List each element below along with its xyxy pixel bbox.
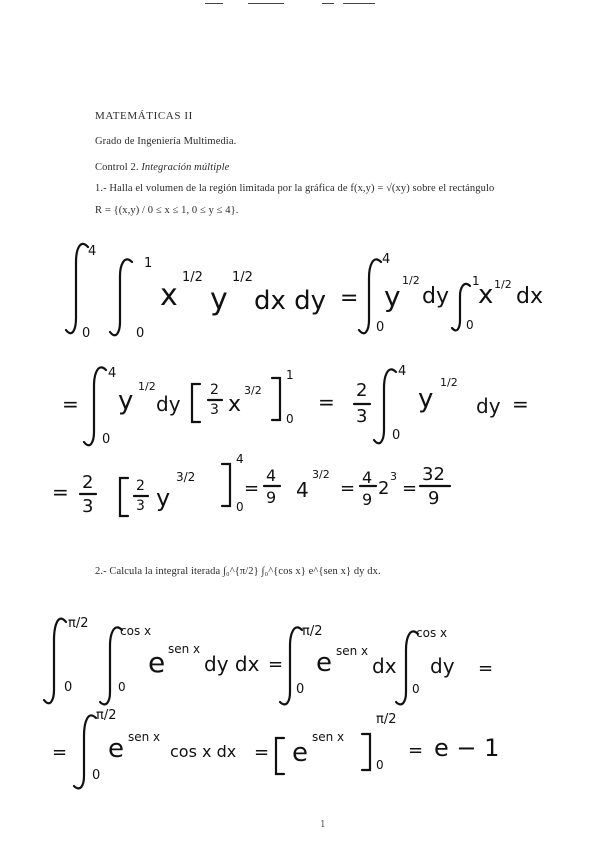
bracket-left	[192, 384, 200, 422]
bracket-den: 3	[136, 498, 145, 514]
final-result: e − 1	[434, 734, 500, 762]
limit-lower: 0	[82, 326, 91, 341]
exponent: 1/2	[232, 270, 253, 285]
equals-sign: =	[254, 742, 270, 763]
exponent: sen x	[128, 730, 161, 744]
differentials: dx dy	[254, 286, 327, 316]
exponent: 3/2	[312, 468, 330, 481]
limit-lower: 0	[64, 680, 73, 695]
limit-lower: 0	[136, 326, 145, 341]
equals-sign: =	[340, 478, 356, 499]
limit-upper: 4	[382, 252, 391, 267]
coef-den: 3	[82, 496, 94, 517]
limit-lower: 0	[92, 768, 101, 783]
result-num: 32	[422, 464, 445, 485]
limit-upper: 1	[286, 368, 294, 382]
term-dy: dy	[430, 654, 455, 678]
exponent: 1/2	[402, 274, 420, 287]
coef-num: 4	[266, 466, 277, 485]
term-factor: cos x dx	[170, 742, 237, 761]
coef-num: 2	[82, 472, 94, 493]
limit-lower: 0	[392, 428, 401, 443]
exponent: 3/2	[244, 384, 262, 397]
bracket-e: e	[292, 738, 308, 768]
limit-upper: 4	[88, 244, 97, 259]
bracket-right	[272, 378, 280, 420]
bracket-right	[222, 464, 230, 506]
limit-lower: 0	[376, 758, 384, 772]
coef-den: 9	[266, 488, 277, 507]
page-number: 1	[320, 820, 326, 830]
bracket-left	[120, 478, 128, 516]
power-base: 2	[378, 478, 390, 499]
control-topic: Integración múltiple	[141, 162, 230, 173]
equals-sign: =	[512, 392, 529, 416]
limit-lower: 0	[118, 680, 126, 694]
limit-upper: 1	[144, 256, 153, 271]
control-label: Control 2.	[95, 162, 139, 173]
term-y: y	[118, 386, 134, 416]
power-base: 4	[296, 478, 309, 502]
limit-upper: 4	[236, 452, 244, 466]
bracket-var: x	[228, 392, 242, 417]
term-dy: dy	[476, 394, 501, 418]
limit-lower: 0	[102, 432, 111, 447]
rhs-x: x	[478, 280, 494, 310]
rhs-dx: dx	[516, 284, 543, 309]
limit-upper: π/2	[302, 624, 323, 639]
bracket-den: 3	[210, 402, 219, 418]
equals-sign: =	[62, 392, 79, 416]
rhs-dy: dy	[422, 284, 449, 309]
coef-den: 9	[362, 490, 373, 509]
integrand-x: x	[160, 278, 178, 313]
limit-upper: π/2	[68, 616, 89, 631]
bracket-var: y	[156, 484, 171, 512]
term-e: e	[316, 648, 332, 678]
equals-sign: =	[52, 480, 69, 504]
equals-sign: =	[340, 286, 359, 311]
equals-sign: =	[244, 478, 260, 499]
coef-num: 2	[356, 380, 368, 401]
limit-upper: 4	[398, 364, 407, 379]
limit-lower: 0	[286, 412, 294, 426]
limit-lower: 0	[376, 320, 385, 335]
limit-upper: π/2	[376, 712, 397, 727]
limit-upper: π/2	[96, 708, 117, 723]
exponent: 3	[390, 470, 397, 483]
integrand-e: e	[148, 646, 166, 679]
term-dy: dy	[156, 392, 181, 416]
problem1-statement-line2: R = {(x,y) / 0 ≤ x ≤ 1, 0 ≤ y ≤ 4}.	[95, 205, 239, 216]
limit-lower: 0	[466, 318, 474, 332]
integral-sign	[44, 619, 66, 704]
exponent: 3/2	[176, 470, 196, 484]
integral-sign	[110, 259, 132, 335]
limit-upper: 1	[472, 274, 480, 288]
problem2-statement: 2.- Calcula la integral iterada ∫₀^{π/2} ∫₀^{cos x} e^{sen x} dy dx.	[95, 566, 381, 577]
degree-line: Grado de Ingeniería Multimedia.	[95, 136, 237, 147]
coef-den: 3	[356, 406, 368, 427]
bracket-left	[276, 738, 284, 774]
limit-upper: cos x	[120, 624, 152, 638]
limit-lower: 0	[412, 682, 420, 696]
differentials: dy dx	[204, 652, 260, 676]
limit-lower: 0	[236, 500, 244, 514]
bracket-num: 2	[210, 382, 219, 398]
result-den: 9	[428, 488, 440, 509]
equals-sign: =	[52, 742, 68, 763]
course-title: MATEMÁTICAS II	[95, 110, 193, 122]
term-e: e	[108, 734, 124, 764]
term-y: y	[418, 384, 434, 414]
integral-sign	[66, 244, 88, 333]
limit-upper: 4	[108, 366, 117, 381]
exponent: 1/2	[494, 278, 512, 291]
exponent: 1/2	[138, 380, 156, 393]
limit-lower: 0	[296, 682, 305, 697]
exponent: sen x	[168, 642, 201, 656]
coef-num: 4	[362, 468, 373, 487]
exponent: 1/2	[182, 270, 203, 285]
rhs-y: y	[384, 280, 401, 313]
exponent: sen x	[336, 644, 369, 658]
integrand-y: y	[210, 282, 228, 317]
equals-sign: =	[408, 740, 424, 761]
bracket-right	[362, 734, 370, 770]
limit-upper: cos x	[416, 626, 448, 640]
bracket-num: 2	[136, 478, 145, 494]
exponent: sen x	[312, 730, 345, 744]
problem1-statement-line1: 1.- Halla el volumen de la región limitada por la gráfica de f(x,y) = √(xy) sobre el rectángulo	[95, 183, 495, 194]
equals-sign: =	[402, 478, 418, 499]
equals-sign: =	[268, 654, 284, 675]
term-dx: dx	[372, 654, 397, 678]
exponent: 1/2	[440, 376, 458, 389]
equals-sign: =	[478, 658, 494, 679]
equals-sign: =	[318, 390, 335, 414]
